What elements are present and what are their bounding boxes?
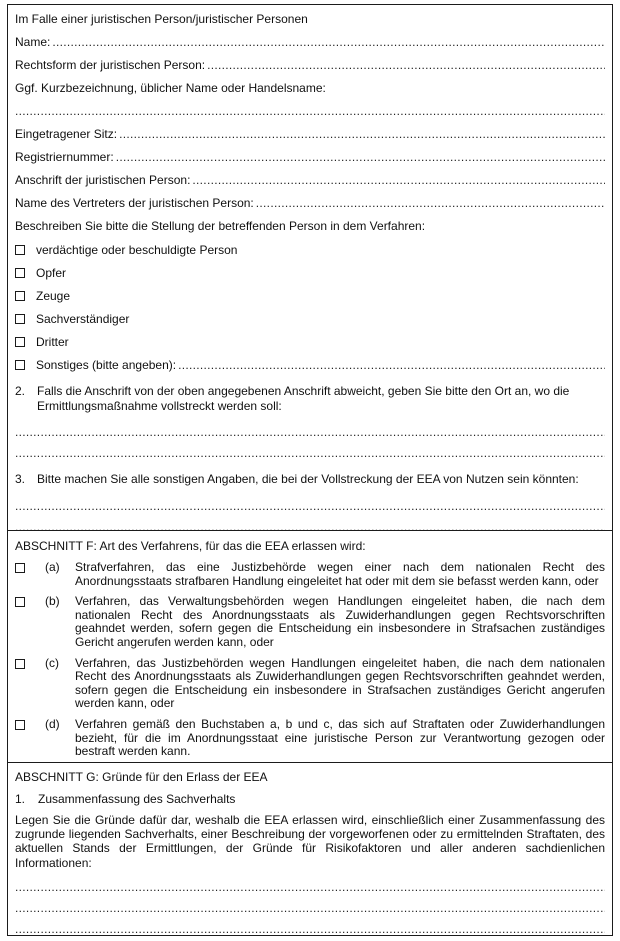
summary-item-number: 1. <box>15 792 26 806</box>
kurzbezeichnung-label: Ggf. Kurzbezeichnung, üblicher Name oder Handelsname: <box>15 81 326 95</box>
rechtsform-label: Rechtsform der juristischen Person: <box>15 58 206 72</box>
option-letter: (a) <box>45 560 60 574</box>
vertreter-input-line[interactable] <box>256 192 605 215</box>
grounds-input-line-1[interactable] <box>15 880 605 894</box>
proceeding-option-b <box>15 595 605 649</box>
checkbox-dritter[interactable] <box>15 337 25 347</box>
option-sonstiges <box>15 353 605 376</box>
section-f-title: ABSCHNITT F: Art des Verfahrens, für das die EEA erlassen wird: <box>15 539 366 553</box>
anschrift-input-line[interactable] <box>192 169 605 192</box>
section-f <box>8 530 612 762</box>
field-rechtsform <box>15 54 605 77</box>
section-g-title: ABSCHNITT G: Gründe für den Erlass der EEA <box>15 770 268 784</box>
proceeding-option-a <box>15 561 605 588</box>
item-2-input-line-2[interactable] <box>15 446 605 460</box>
option-dritter <box>15 330 605 353</box>
option-label: Opfer <box>36 265 67 280</box>
grounds-input-line-3[interactable] <box>15 922 605 934</box>
field-kurzbezeichnung-line <box>15 100 605 123</box>
item-3-input-line-1[interactable] <box>15 499 605 513</box>
field-anschrift <box>15 169 605 192</box>
kurzbezeichnung-input-line[interactable] <box>15 100 605 123</box>
checkbox-verdaechtige-person[interactable] <box>15 245 25 255</box>
option-letter: (c) <box>45 655 59 670</box>
checkbox-proceeding-d[interactable] <box>15 720 25 730</box>
section-legal-person <box>8 5 612 530</box>
item-3-input-line-2[interactable] <box>15 520 605 531</box>
option-label: verdächtige oder beschuldigte Person <box>36 242 238 257</box>
checkbox-proceeding-c[interactable] <box>15 659 25 669</box>
item-2-text: Falls die Anschrift von der oben angegebenen Anschrift abweicht, geben Sie bitte den Ort an, wo die Ermittlungsmaßnahme vollstreckt werden soll: <box>37 384 570 413</box>
proceeding-option-c <box>15 657 605 711</box>
field-sitz <box>15 123 605 146</box>
item-3-number: 3. <box>15 472 26 486</box>
legal-person-title: Im Falle einer juristischen Person/juristischer Personen <box>15 12 308 26</box>
summary-item <box>15 791 605 807</box>
sitz-input-line[interactable] <box>119 123 605 146</box>
item-2 <box>15 384 605 413</box>
item-3-text: Bitte machen Sie alle sonstigen Angaben, die bei der Vollstreckung der EEA von Nutzen sein könnten: <box>37 472 579 486</box>
field-vertreter <box>15 192 605 215</box>
option-text: Verfahren, das Verwaltungsbehörden wegen Handlungen eingeleitet haben, die nach dem nationalen Recht des Anordnungsstaats als Zuwiderhandlungen gegen Rechtsvorschriften geahndet werden, sofern gegen die Entscheidung ein insbesondere in Strafsachen zuständiges Gericht angerufen werden kann, oder <box>75 594 605 649</box>
option-label: Dritter <box>36 334 69 349</box>
grounds-instructions: Legen Sie die Gründe dafür dar, weshalb die EEA erlassen wird, einschließlich einer Zusammenfassung des zugrunde liegenden Sachverhalts, einer Beschreibung der vorgeworfenen oder zu ermittelnden Straftaten, des aktuellen Stands der Ermittlungen, der Gründe für Risikofaktoren und aller anderen sachdienlichen Informationen: <box>15 813 605 870</box>
section-g <box>8 762 612 934</box>
registriernummer-input-line[interactable] <box>116 146 605 169</box>
option-letter: (b) <box>45 594 60 609</box>
option-text: Verfahren gemäß den Buchstaben a, b und c, das sich auf Straftaten oder Zuwiderhandlungen bezieht, für die im Anordnungsstaat eine juristische Person zur Verantwortung gezogen oder bestraft werden kann. <box>75 716 605 759</box>
sitz-label: Eingetragener Sitz: <box>15 127 118 141</box>
checkbox-sonstiges[interactable] <box>15 360 25 370</box>
grounds-input-line-2[interactable] <box>15 901 605 915</box>
option-text: Verfahren, das Justizbehörden wegen Handlungen eingeleitet haben, die nach dem nationalen Recht des Anordnungsstaats als Zuwiderhandlungen gegen Rechtsvorschriften geahndet werden, sofern gegen die Entscheidung ein insbesondere in Strafsachen zuständiges Gericht angerufen werden kann, oder <box>75 655 605 711</box>
checkbox-proceeding-b[interactable] <box>15 597 25 607</box>
field-registriernummer <box>15 146 605 169</box>
option-letter: (d) <box>45 716 60 731</box>
stellung-label: Beschreiben Sie bitte die Stellung der betreffenden Person in dem Verfahren: <box>15 219 426 233</box>
registriernummer-label: Registriernummer: <box>15 150 114 164</box>
item-3 <box>15 472 605 487</box>
name-input-line[interactable] <box>52 31 605 54</box>
option-sachverstaendiger <box>15 307 605 330</box>
option-opfer <box>15 261 605 284</box>
summary-item-text: Zusammenfassung des Sachverhalts <box>38 792 236 806</box>
item-2-number: 2. <box>15 384 26 398</box>
vertreter-label: Name des Vertreters der juristischen Person: <box>15 196 254 210</box>
checkbox-proceeding-a[interactable] <box>15 563 25 573</box>
eea-form-page <box>7 4 613 936</box>
field-name <box>15 31 605 54</box>
sonstiges-input-line[interactable] <box>178 358 605 372</box>
option-verdaechtige-person <box>15 238 605 261</box>
name-label: Name: <box>15 35 51 49</box>
checkbox-zeuge[interactable] <box>15 291 25 301</box>
option-label: Zeuge <box>36 288 71 303</box>
checkbox-sachverstaendiger[interactable] <box>15 314 25 324</box>
item-2-input-line-1[interactable] <box>15 425 605 439</box>
rechtsform-input-line[interactable] <box>207 54 605 77</box>
option-label: Sonstiges (bitte angeben): <box>36 357 177 372</box>
proceeding-option-d <box>15 718 605 759</box>
option-zeuge <box>15 284 605 307</box>
checkbox-opfer[interactable] <box>15 268 25 278</box>
anschrift-label: Anschrift der juristischen Person: <box>15 173 191 187</box>
option-label: Sachverständiger <box>36 311 130 326</box>
option-text: Strafverfahren, das eine Justizbehörde wegen einer nach dem nationalen Recht des Anordnungsstaats strafbaren Handlung eingeleitet hat oder mit dem sie befasst werden kann, oder <box>75 560 605 588</box>
